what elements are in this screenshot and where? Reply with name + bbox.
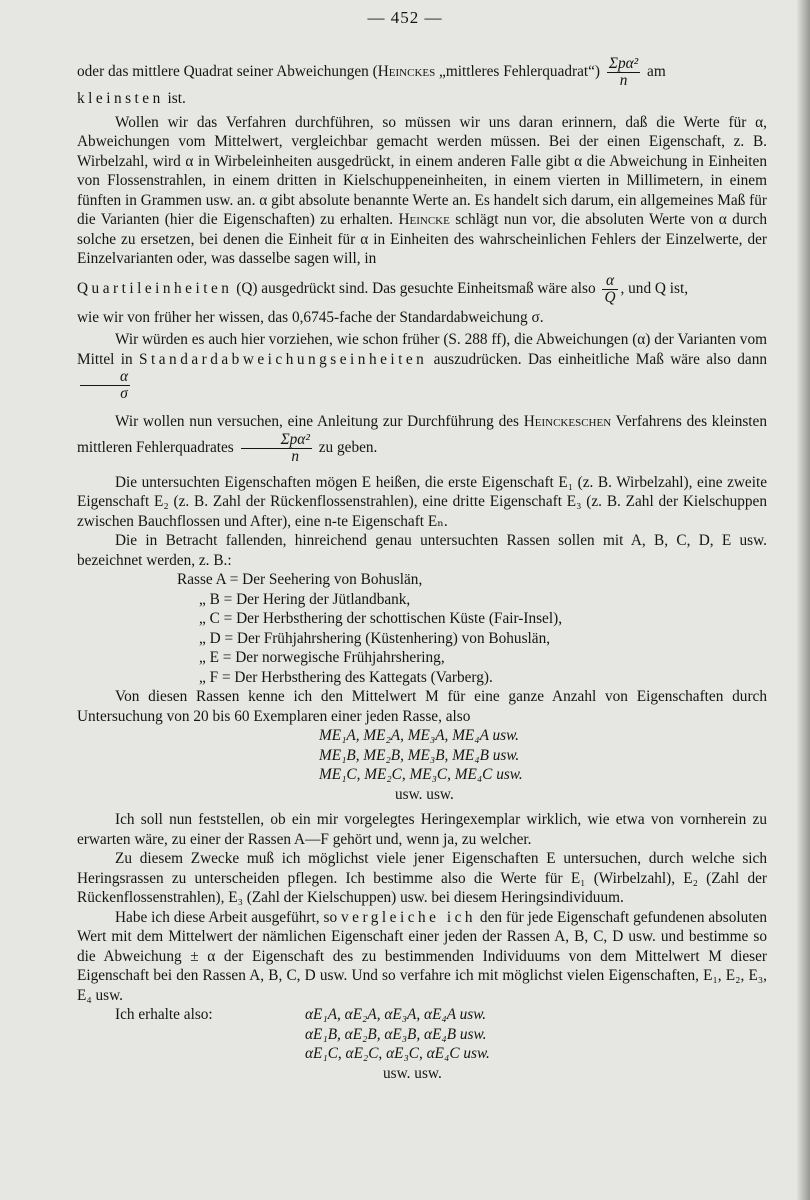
fraction: $\frac{\text{Σpα²}}{n}$ bbox=[608, 55, 639, 89]
list-item: usw. usw. bbox=[395, 785, 454, 803]
list-item: ME₁A, ME₂A, ME₃A, ME₄A usw. bbox=[319, 727, 519, 744]
list-item: usw. usw. bbox=[383, 1064, 442, 1082]
paragraph-9: Zu diesem Zwecke muß ich möglichst viele jener Eigenschaften E untersuchen, durch welche sich Heringsrassen zu unterscheiden pflegen. Ich bestimme also die Werte für E₁ (Wirbelzahl), E₂ (Zahl der Rückenflossenstrahlen), E₃ (Zahl der Kielschuppen) usw. bei diesem Heringsindividuum. bbox=[77, 850, 767, 906]
list-item: αE₁C, αE₂C, αE₃C, αE₄C usw. bbox=[305, 1045, 490, 1062]
paragraph-2-cont: Quartileinheiten (Q) ausgedrückt sind. Das gesuchte Einheitsmaß wäre also $\frac{\alpha}{Q}$ , und Q ist, bbox=[77, 271, 689, 306]
ae-table bbox=[77, 1005, 767, 1083]
paragraph-1: oder das mittlere Quadrat seiner Abweichungen (Heinckes „mittleres Fehlerquadrat“) $\frac{\text{Σpα²}}{n}$ am kleinsten ist. bbox=[77, 55, 666, 107]
paragraph-10: Habe ich diese Arbeit ausgeführt, so vergleiche ich den für jede Eigenschaft gefundenen absoluten Wert mit dem Mittelwert der nämlichen Eigenschaft einer jeden der Rassen A, B, C, D usw. und bestimme so die Abweichung ± α der Eigenschaft des zu bestimmenden Individuums von dem Mittelwert M dieser Eigenschaft bei den Rassen A, B, C, D usw. Und so verfahre ich mit möglichst vielen Eigenschaften, E₁, E₂, E₃, E₄ usw. bbox=[77, 908, 767, 1004]
text-block bbox=[77, 56, 767, 1083]
list-item: αE₁A, αE₂A, αE₃A, αE₄A usw. bbox=[305, 1006, 487, 1023]
fraction: $\frac{\alpha}{Q}$ bbox=[604, 271, 616, 306]
list-label: Ich erhalte also: bbox=[115, 1006, 213, 1023]
paragraph-7: Von diesen Rassen kenne ich den Mittelwert M für eine ganze Anzahl von Eigenschaften durch Untersuchung von 20 bis 60 Exemplaren einer jeden Rasse, also bbox=[77, 688, 767, 725]
list-item: „ C = Der Herbsthering der schottischen Küste (Fair-Insel), bbox=[199, 610, 563, 627]
list-item: αE₁B, αE₂B, αE₃B, αE₄B usw. bbox=[305, 1025, 487, 1043]
me-table bbox=[77, 726, 767, 804]
paragraph-6: Die in Betracht fallenden, hinreichend genau untersuchten Rassen sollen mit A, B, C, D, E usw. bezeichnet werden, z. B.: bbox=[77, 532, 767, 569]
fraction: $\frac{\text{Σpα²}}{n}$ bbox=[241, 432, 312, 465]
list-item: „ F = Der Herbsthering des Kattegats (Varberg). bbox=[199, 668, 493, 686]
rassen-list bbox=[77, 570, 767, 687]
paragraph-4: Wir wollen nun versuchen, eine Anleitung zur Durchführung des Heinckeschen Verfahrens des kleinsten mittleren Fehlerquadrates $\frac{\text{Σpα²}}{n}$ zu geben. bbox=[77, 413, 767, 465]
page-number: — 452 — bbox=[367, 8, 443, 27]
list-item: „ B = Der Hering der Jütlandbank, bbox=[199, 590, 411, 608]
list-item: Rasse A = Der Seehering von Bohuslän, bbox=[177, 571, 423, 588]
paragraph-3: Wir würden es auch hier vorziehen, wie schon früher (S. 288 ff), die Abweichungen (α) der Varianten vom Mittel in Standardabweichungseinheiten auszudrücken. Das einheitliche Maß wäre also dann $\frac{\alpha}{\sigma}$ bbox=[77, 331, 768, 402]
paragraph-2-end: wie wir von früher her wissen, das 0,6745-fache der Standardabweichung σ. bbox=[77, 308, 544, 326]
list-item: ME₁B, ME₂B, ME₃B, ME₄B usw. bbox=[319, 746, 520, 764]
list-item: „ D = Der Frühjahrshering (Küstenhering) von Bohuslän, bbox=[199, 629, 551, 647]
fraction: $\frac{\alpha}{\sigma}$ bbox=[80, 369, 130, 402]
paragraph-5: Die untersuchten Eigenschaften mögen E heißen, die erste Eigenschaft E₁ (z. B. Wirbelzahl), eine zweite Eigenschaft E₂ (z. B. Zahl der Rückenflossenstrahlen), eine dritte Eigenschaft E₃ (z. B. Zahl der Kielschuppen zwischen Bauchflossen und After), eine n-te Eigenschaft Eₙ. bbox=[77, 473, 767, 530]
list-item: „ E = Der norwegische Frühjahrshering, bbox=[199, 649, 445, 666]
paragraph-8: Ich soll nun feststellen, ob ein mir vorgelegtes Heringexemplar wirklich, wie etwa von vornherein zu erwarten wäre, zu einer der Rassen A—F gehört und, wenn ja, zu welcher. bbox=[77, 811, 767, 848]
list-item: ME₁C, ME₂C, ME₃C, ME₄C usw. bbox=[319, 766, 523, 783]
paragraph-2: Wollen wir das Verfahren durchführen, so müssen wir uns daran erinnern, daß die Werte für α, Abweichungen vom Mittelwert, vergleichbar gemacht werden müssen. Bei der einen Eigenschaft, z. B. Wirbelzahl, wird α in Wirbeleinheiten ausgedrückt, in einem anderen Falle gibt α die Abweichung in Einheiten von Flossenstrahlen, in einem dritten in Kielschuppeneinheiten, in einem vierten in Millimetern, in einem fünften in Grammen usw. an. α gibt absolute benannte Werte an. Es handelt sich darum, ein allgemeines Maß für die Varianten (hier die Eigenschaften) zu erhalten. Heincke schlägt nun vor, die absoluten Werte von α durch solche zu ersetzen, bei denen die Einheit für α in Einheiten des wahrscheinlichen Fehlers der Einzelwerte, der Einzelvarianten oder, was dasselbe sagen will, in bbox=[77, 113, 767, 267]
